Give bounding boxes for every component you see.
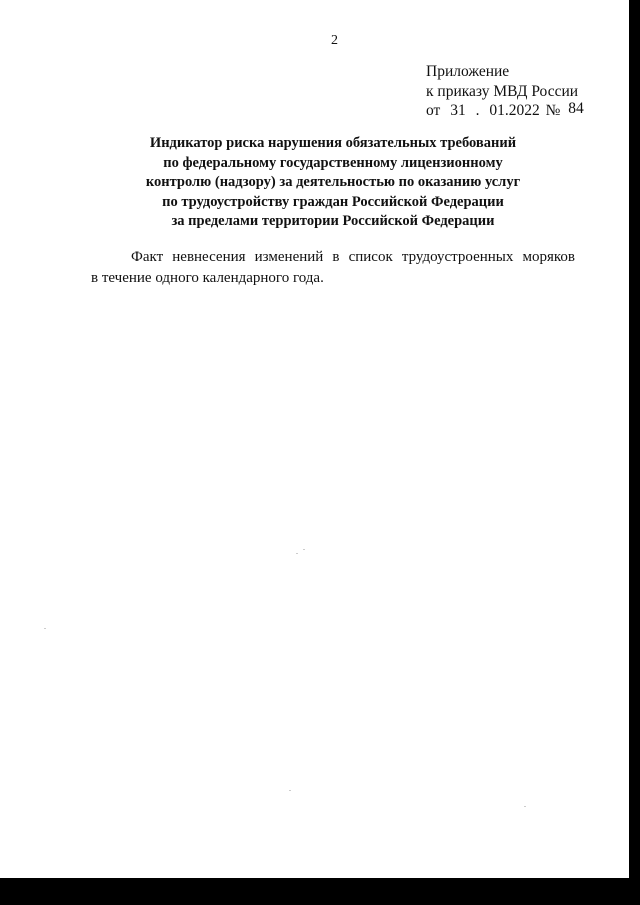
number-sign: № [545,102,561,119]
date-month-year: 01.2022 [489,102,540,119]
date-day: 31 [450,102,466,119]
title-line-2: по федеральному государственному лицензионному [163,154,503,171]
scan-speck [296,553,298,554]
order-number: 84 [568,100,584,117]
document-title [80,134,586,232]
date-separator: . [475,102,480,119]
date-prefix: от [426,102,441,119]
appendix-label: Приложение [426,63,510,80]
title-line-1: Индикатор риска нарушения обязательных требований [149,135,517,151]
appendix-header [426,62,584,121]
title-line-5: за пределами территории Российской Федерации [171,213,495,229]
body-line-1: Факт невнесения изменений в список трудоустроенных моряков [131,249,575,265]
scan-speck [524,806,526,807]
body-line-2: в течение одного календарного года. [91,270,324,286]
title-line-3: контролю (надзору) за деятельностью по оказанию услуг [145,174,521,190]
body-paragraph [91,247,575,289]
title-line-4: по трудоустройству граждан Российской Федерации [162,193,504,210]
scan-speck [44,628,46,629]
scan-speck [289,790,291,791]
scan-speck [303,549,305,550]
appendix-order-reference: к приказу МВД России [426,82,579,100]
page-number: 2 [331,33,338,48]
appendix-date-line [426,101,584,121]
